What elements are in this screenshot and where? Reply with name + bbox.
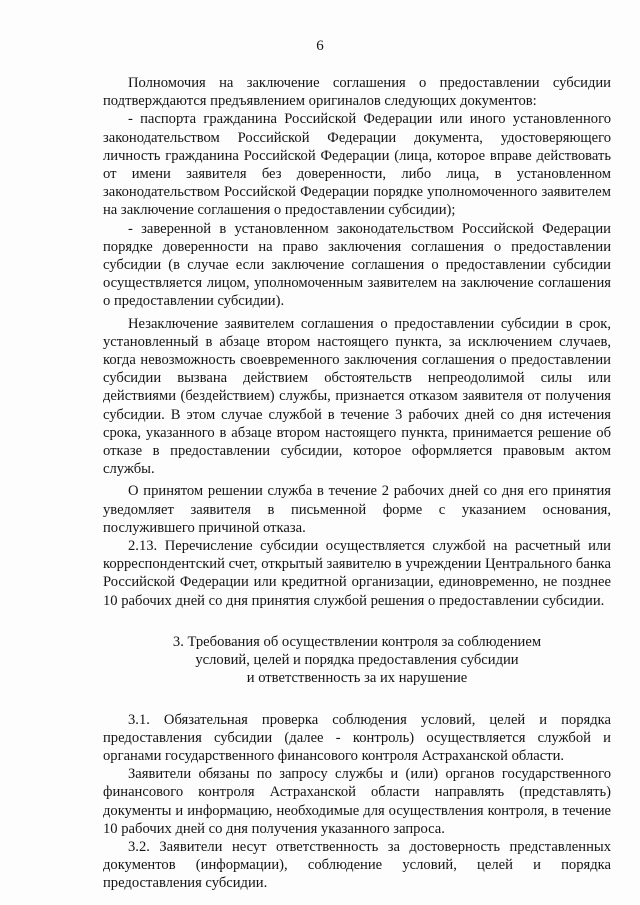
paragraph-non-conclusion: Незаключение заявителем соглашения о предоставлении субсидии в срок, установленный в абзаце втором настоящего пункта, за исключением случаев, когда невозможность своевременного заключения соглашения о предоставлении субсидии вызвана действием обстоятельств непреодолимой силы или действиями (бездействием) службы, признается отказом заявителя от получения субсидии. В этом случае службой в течение 3 рабочих дней со дня истечения срока, указанного в абзаце втором настоящего пункта, принимается решение об отказе в предоставлении субсидии, которое оформляется правовым актом службы. <box>103 315 611 478</box>
page-number: 6 <box>316 38 324 54</box>
paragraph-3-1: 3.1. Обязательная проверка соблюдения условий, целей и порядка предоставления субсидии (далее - контроль) осуществляется службой и органами государственного финансового контроля Астраханской области. <box>103 711 611 764</box>
paragraph-applicant-obligations: Заявители обязаны по запросу службы и (или) органов государственного финансового контроля Астраханской области направлять (представлять) документы и информацию, необходимые для осуществления контроля, в течение 10 рабочих дней со дня получения указанного запроса. <box>103 766 611 837</box>
list-item-passport: - паспорта гражданина Российской Федерации или иного установленного законодательством Российской Федерации документа, удостоверяющего личность гражданина Российской Федерации (лица, которое вправе действовать от имени заявителя без доверенности, либо лица, в установленном законодательством Российской Федерации порядке уполномоченного заявителем на заключение соглашения о предоставлении субсидии); <box>103 111 611 219</box>
paragraph-3-2: 3.2. Заявители несут ответственность за достоверность представленных документов (информации), соблюдение условий, целей и порядка предоставления субсидии. <box>103 838 611 892</box>
paragraph-notification: О принятом решении служба в течение 2 рабочих дней со дня его принятия уведомляет заявителя в письменной форме с указанием основания, послужившего причиной отказа. <box>103 483 611 536</box>
list-item-power-of-attorney: - заверенной в установленном законодательством Российской Федерации порядке доверенности на право заключения соглашения о предоставлении субсидии (в случае если заключение соглашения о предоставлении субсидии осуществляется лицом, уполномоченным заявителем на заключение соглашения о предоставлении субсидии). <box>103 220 611 310</box>
paragraph-2-13: 2.13. Перечисление субсидии осуществляется службой на расчетный или корреспондентский счет, открытый заявителю в учреждении Центрального банка Российской Федерации или кредитной организации, единовременно, не позднее 10 рабочих дней со дня принятия службой решения о предоставлении субсидии. <box>103 538 611 609</box>
section-3-heading-line-1: 3. Требования об осуществлении контроля за соблюдением <box>172 633 542 650</box>
paragraph-authority-confirmation: Полномочия на заключение соглашения о предоставлении субсидии подтверждаются предъявлением оригиналов следующих документов: <box>103 75 611 110</box>
section-3-heading-line-2: условий, целей и порядка предоставления субсидии <box>195 652 519 669</box>
section-3-heading-line-3: и ответственность за их нарушение <box>246 670 468 687</box>
document-body <box>103 74 611 893</box>
section-3-heading <box>103 633 611 688</box>
